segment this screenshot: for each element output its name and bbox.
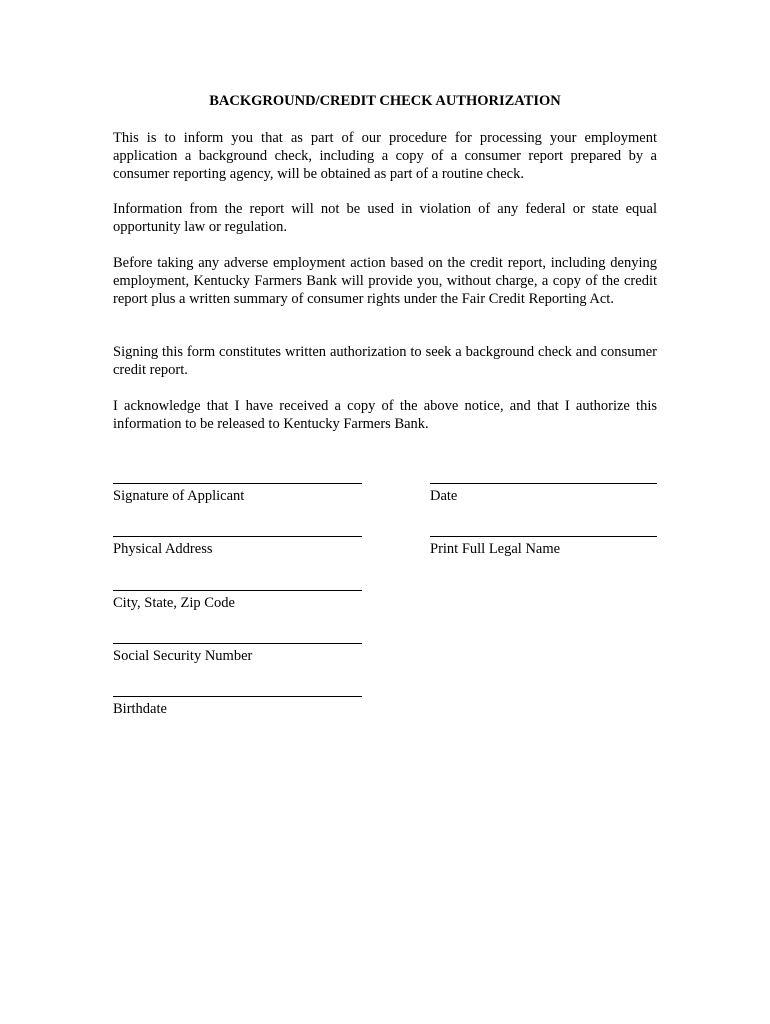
- paragraph-adverse-action: Before taking any adverse employment action based on the credit report, including denying employment, Kentucky Farmers Bank will provide you, without charge, a copy of the credit report plus a written summary of consumer rights under the Fair Credit Reporting Act.: [113, 255, 657, 308]
- physical-address-field[interactable]: [113, 536, 362, 558]
- date-label: Date: [430, 488, 458, 504]
- birthdate-line[interactable]: [113, 696, 362, 697]
- signature-label: Signature of Applicant: [113, 488, 245, 504]
- date-line[interactable]: [430, 483, 657, 484]
- birthdate-field[interactable]: [113, 696, 362, 718]
- print-name-field[interactable]: [430, 536, 657, 558]
- paragraph-acknowledgement: I acknowledge that I have received a copy of the above notice, and that I authorize this information to be released to Kentucky Farmers Bank.: [113, 398, 657, 433]
- physical-address-line[interactable]: [113, 536, 362, 537]
- ssn-field[interactable]: [113, 643, 362, 665]
- paragraph-authorization: Signing this form constitutes written authorization to seek a background check and consumer credit report.: [113, 344, 657, 379]
- print-name-line[interactable]: [430, 536, 657, 537]
- city-state-zip-line[interactable]: [113, 590, 362, 591]
- paragraph-equal-opportunity: Information from the report will not be used in violation of any federal or state equal opportunity law or regulation.: [113, 201, 657, 236]
- ssn-line[interactable]: [113, 643, 362, 644]
- physical-address-label: Physical Address: [113, 541, 213, 557]
- print-name-label: Print Full Legal Name: [430, 541, 561, 557]
- document-title: BACKGROUND/CREDIT CHECK AUTHORIZATION: [209, 93, 561, 109]
- birthdate-label: Birthdate: [113, 701, 167, 717]
- paragraph-notice: This is to inform you that as part of our procedure for processing your employment application a background check, including a copy of a consumer report prepared by a consumer reporting agency, will be obtained as part of a routine check.: [113, 130, 657, 183]
- city-state-zip-field[interactable]: [113, 590, 362, 612]
- signature-line[interactable]: [113, 483, 362, 484]
- ssn-label: Social Security Number: [113, 648, 253, 664]
- city-state-zip-label: City, State, Zip Code: [113, 595, 235, 611]
- date-field[interactable]: [430, 483, 657, 505]
- signature-field[interactable]: [113, 483, 362, 505]
